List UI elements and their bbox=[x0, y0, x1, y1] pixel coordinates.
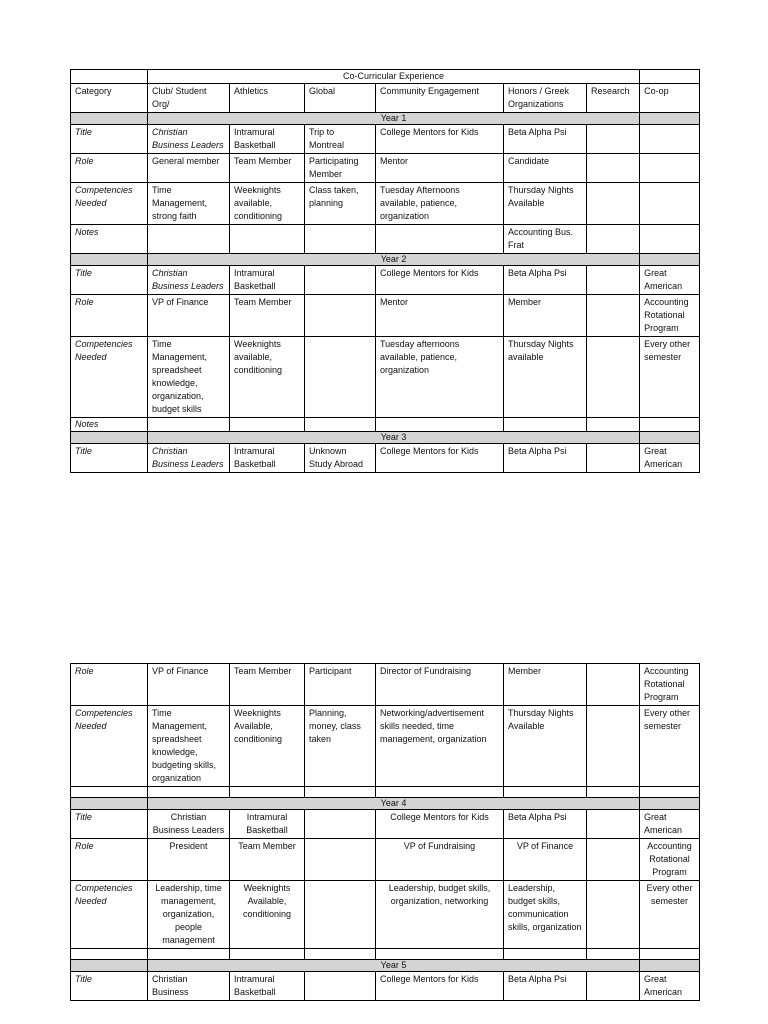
column-header: Athletics bbox=[230, 84, 305, 113]
table-cell bbox=[640, 154, 700, 183]
blank-cell bbox=[376, 949, 504, 960]
table-row bbox=[71, 972, 700, 1001]
year-band bbox=[71, 432, 700, 444]
table-cell: Time Management, spreadsheet knowledge, organization, budget skills bbox=[148, 337, 230, 418]
table-row bbox=[71, 125, 700, 154]
table-cell bbox=[587, 972, 640, 1001]
table-row bbox=[71, 706, 700, 787]
row-label: Notes bbox=[71, 225, 148, 254]
table-cell: Christian Business Leaders bbox=[148, 266, 230, 295]
column-header: Research bbox=[587, 84, 640, 113]
blank-cell bbox=[587, 949, 640, 960]
table-cell bbox=[587, 225, 640, 254]
table-cell: Every other semester bbox=[640, 337, 700, 418]
table-cell bbox=[587, 154, 640, 183]
year-label: Year 5 bbox=[148, 960, 640, 972]
table-cell: Leadership, budget skills, communication skills, organization bbox=[504, 881, 587, 949]
row-label: Competencies Needed bbox=[71, 337, 148, 418]
row-label: Notes bbox=[71, 418, 148, 432]
table-cell bbox=[640, 225, 700, 254]
blank-cell bbox=[305, 949, 376, 960]
table-cell: Accounting Bus. Frat bbox=[504, 225, 587, 254]
table-cell: Christian Business Leaders bbox=[148, 125, 230, 154]
table-cell bbox=[640, 418, 700, 432]
table-cell: Leadership, time management, organization, people management bbox=[148, 881, 230, 949]
year-band bbox=[71, 798, 700, 810]
table-cell: Weeknights available, conditioning bbox=[230, 183, 305, 225]
table-cell bbox=[305, 418, 376, 432]
row-label: Competencies Needed bbox=[71, 881, 148, 949]
table-cell bbox=[305, 810, 376, 839]
blank-cell bbox=[640, 70, 700, 84]
table-cell: Christian Business Leaders bbox=[148, 810, 230, 839]
table-cell: Weeknights available, conditioning bbox=[230, 337, 305, 418]
blank-cell bbox=[504, 949, 587, 960]
blank-cell bbox=[230, 787, 305, 798]
blank-cell bbox=[148, 949, 230, 960]
table-cell: Beta Alpha Psi bbox=[504, 444, 587, 473]
table-row bbox=[71, 839, 700, 881]
year-label: Year 1 bbox=[148, 113, 640, 125]
table-cell: Great American bbox=[640, 444, 700, 473]
table-cell bbox=[305, 972, 376, 1001]
table-cell bbox=[587, 664, 640, 706]
table-cell bbox=[305, 839, 376, 881]
blank-cell bbox=[71, 787, 148, 798]
table-cell: Great American bbox=[640, 810, 700, 839]
blank-cell bbox=[587, 787, 640, 798]
column-header: Global bbox=[305, 84, 376, 113]
table-row bbox=[71, 295, 700, 337]
table-cell bbox=[148, 225, 230, 254]
table-cell bbox=[640, 125, 700, 154]
blank-cell bbox=[305, 787, 376, 798]
year-band bbox=[71, 113, 700, 125]
table-cell: Beta Alpha Psi bbox=[504, 972, 587, 1001]
section-title: Co-Curricular Experience bbox=[148, 70, 640, 84]
co-curricular-table-part-1 bbox=[70, 69, 700, 473]
co-curricular-table-part-2 bbox=[70, 663, 700, 1001]
table-cell bbox=[148, 418, 230, 432]
table-cell: Planning, money, class taken bbox=[305, 706, 376, 787]
table-cell bbox=[230, 225, 305, 254]
table-cell: Intramural Basketball bbox=[230, 125, 305, 154]
year-band bbox=[71, 254, 700, 266]
table-cell bbox=[305, 337, 376, 418]
table-cell: Director of Fundraising bbox=[376, 664, 504, 706]
table-row bbox=[71, 810, 700, 839]
table-cell: College Mentors for Kids bbox=[376, 972, 504, 1001]
table-row bbox=[71, 183, 700, 225]
column-header: Community Engagement bbox=[376, 84, 504, 113]
table-cell: Great American bbox=[640, 266, 700, 295]
table-cell: Time Management, spreadsheet knowledge, budgeting skills, organization bbox=[148, 706, 230, 787]
table-cell: Tuesday Afternoons available, patience, organization bbox=[376, 183, 504, 225]
row-label: Title bbox=[71, 266, 148, 295]
row-label: Title bbox=[71, 810, 148, 839]
blank-cell bbox=[640, 432, 700, 444]
table-row bbox=[71, 444, 700, 473]
table-cell: Accounting Rotational Program bbox=[640, 295, 700, 337]
blank-cell bbox=[71, 949, 148, 960]
table-cell: College Mentors for Kids bbox=[376, 810, 504, 839]
table-cell: VP of Finance bbox=[504, 839, 587, 881]
table-cell bbox=[305, 295, 376, 337]
table-cell: Tuesday afternoons available, patience, organization bbox=[376, 337, 504, 418]
table-cell: Beta Alpha Psi bbox=[504, 810, 587, 839]
table-cell bbox=[587, 125, 640, 154]
table-cell: Networking/advertisement skills needed, time management, organization bbox=[376, 706, 504, 787]
table-cell bbox=[587, 418, 640, 432]
table-cell: Intramural Basketball bbox=[230, 972, 305, 1001]
table-cell: Class taken, planning bbox=[305, 183, 376, 225]
table-cell: Great American bbox=[640, 972, 700, 1001]
table-cell: Trip to Montreal bbox=[305, 125, 376, 154]
blank-cell bbox=[71, 798, 148, 810]
row-label: Title bbox=[71, 444, 148, 473]
blank-cell bbox=[148, 787, 230, 798]
table-row bbox=[71, 881, 700, 949]
table-row bbox=[71, 337, 700, 418]
table-cell: President bbox=[148, 839, 230, 881]
empty-row bbox=[71, 949, 700, 960]
table-cell: Time Management, strong faith bbox=[148, 183, 230, 225]
table-cell: Team Member bbox=[230, 154, 305, 183]
table-cell bbox=[587, 444, 640, 473]
blank-cell bbox=[71, 432, 148, 444]
blank-cell bbox=[640, 254, 700, 266]
table-cell: Christian Business Leaders bbox=[148, 444, 230, 473]
blank-cell bbox=[230, 949, 305, 960]
blank-cell bbox=[640, 960, 700, 972]
table-cell bbox=[305, 266, 376, 295]
blank-cell bbox=[640, 787, 700, 798]
table-cell: General member bbox=[148, 154, 230, 183]
blank-cell bbox=[640, 949, 700, 960]
table-cell: VP of Finance bbox=[148, 664, 230, 706]
blank-cell bbox=[71, 113, 148, 125]
table-cell: Participant bbox=[305, 664, 376, 706]
table-cell: Weeknights Available, conditioning bbox=[230, 706, 305, 787]
table-cell bbox=[305, 225, 376, 254]
table-cell bbox=[230, 418, 305, 432]
table-cell: Every other semester bbox=[640, 706, 700, 787]
table-cell: Thursday Nights Available bbox=[504, 183, 587, 225]
table-row bbox=[71, 418, 700, 432]
table-cell bbox=[587, 337, 640, 418]
blank-cell bbox=[71, 254, 148, 266]
blank-cell bbox=[640, 798, 700, 810]
table-cell: Member bbox=[504, 664, 587, 706]
table-cell bbox=[587, 810, 640, 839]
table-cell: Member bbox=[504, 295, 587, 337]
row-label: Role bbox=[71, 839, 148, 881]
year-band bbox=[71, 960, 700, 972]
table-cell bbox=[376, 418, 504, 432]
table-cell: Weeknights Available, conditioning bbox=[230, 881, 305, 949]
table-cell bbox=[504, 418, 587, 432]
table-row bbox=[71, 225, 700, 254]
table-row bbox=[71, 154, 700, 183]
table-cell bbox=[587, 183, 640, 225]
row-label: Role bbox=[71, 154, 148, 183]
table-cell: Thursday Nights available bbox=[504, 337, 587, 418]
table-cell bbox=[640, 183, 700, 225]
table-cell: Participating Member bbox=[305, 154, 376, 183]
row-label: Competencies Needed bbox=[71, 183, 148, 225]
column-header: Club/ Student Org/ bbox=[148, 84, 230, 113]
table-cell: Christian Business bbox=[148, 972, 230, 1001]
blank-cell bbox=[504, 787, 587, 798]
row-label: Title bbox=[71, 125, 148, 154]
table-cell: Team Member bbox=[230, 839, 305, 881]
table-cell bbox=[305, 881, 376, 949]
table-row bbox=[71, 266, 700, 295]
table-cell: Intramural Basketball bbox=[230, 810, 305, 839]
table-cell: College Mentors for Kids bbox=[376, 266, 504, 295]
table-cell: Accounting Rotational Program bbox=[640, 839, 700, 881]
table-cell: Accounting Rotational Program bbox=[640, 664, 700, 706]
table-cell bbox=[587, 881, 640, 949]
row-label: Title bbox=[71, 972, 148, 1001]
blank-cell bbox=[71, 70, 148, 84]
table-cell: Team Member bbox=[230, 664, 305, 706]
column-header: Co-op bbox=[640, 84, 700, 113]
column-header: Category bbox=[71, 84, 148, 113]
year-label: Year 2 bbox=[148, 254, 640, 266]
table-cell: VP of Finance bbox=[148, 295, 230, 337]
table-cell: College Mentors for Kids bbox=[376, 125, 504, 154]
table-cell: Beta Alpha Psi bbox=[504, 125, 587, 154]
table-cell: Mentor bbox=[376, 295, 504, 337]
table-cell: Mentor bbox=[376, 154, 504, 183]
column-header: Honors / Greek Organizations bbox=[504, 84, 587, 113]
table-cell: Intramural Basketball bbox=[230, 266, 305, 295]
table-cell bbox=[587, 706, 640, 787]
title-row bbox=[71, 70, 700, 84]
year-label: Year 4 bbox=[148, 798, 640, 810]
blank-cell bbox=[640, 113, 700, 125]
table-cell bbox=[587, 295, 640, 337]
table-cell: Beta Alpha Psi bbox=[504, 266, 587, 295]
table-cell: Thursday Nights Available bbox=[504, 706, 587, 787]
empty-row bbox=[71, 787, 700, 798]
row-label: Role bbox=[71, 295, 148, 337]
table-cell: Team Member bbox=[230, 295, 305, 337]
blank-cell bbox=[71, 960, 148, 972]
table-cell bbox=[587, 266, 640, 295]
year-label: Year 3 bbox=[148, 432, 640, 444]
table-cell bbox=[587, 839, 640, 881]
table-cell: VP of Fundraising bbox=[376, 839, 504, 881]
table-cell: Intramural Basketball bbox=[230, 444, 305, 473]
table-cell: Candidate bbox=[504, 154, 587, 183]
table-row bbox=[71, 664, 700, 706]
table-cell: Unknown Study Abroad bbox=[305, 444, 376, 473]
table-cell: College Mentors for Kids bbox=[376, 444, 504, 473]
table-cell: Every other semester bbox=[640, 881, 700, 949]
row-label: Competencies Needed bbox=[71, 706, 148, 787]
table-cell bbox=[376, 225, 504, 254]
column-header-row bbox=[71, 84, 700, 113]
row-label: Role bbox=[71, 664, 148, 706]
table-cell: Leadership, budget skills, organization, networking bbox=[376, 881, 504, 949]
blank-cell bbox=[376, 787, 504, 798]
